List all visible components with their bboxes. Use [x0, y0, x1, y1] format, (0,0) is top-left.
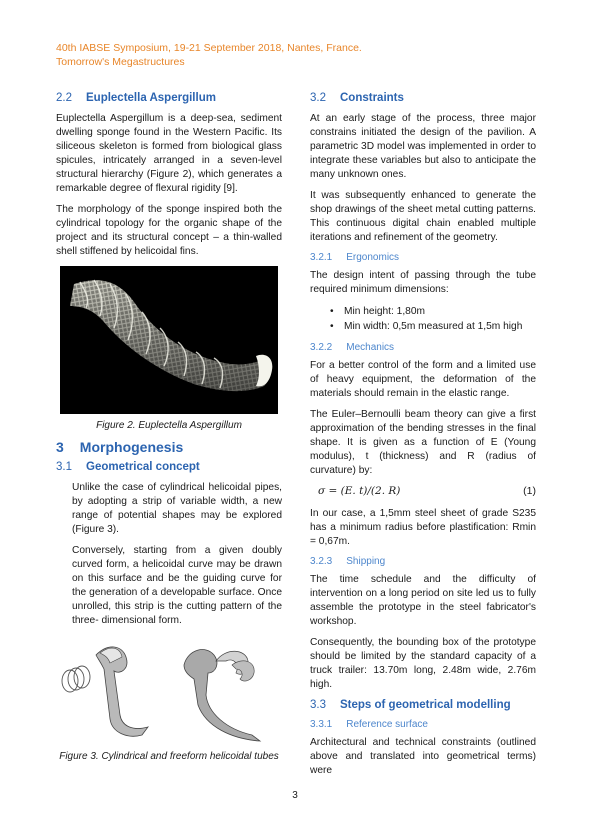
section-heading-3-2-2	[310, 342, 536, 353]
section-title: Geometrical concept	[86, 461, 200, 473]
section-title: Mechanics	[346, 342, 395, 353]
bullet-list	[310, 304, 536, 334]
paragraph: In our case, a 1,5mm steel sheet of grade S235 has a minimum radius before plastification: Rmin = 0,67m.	[310, 508, 536, 547]
section-heading-3-2-3	[310, 556, 536, 567]
figure-2-caption: Figure 2. Euplectella Aspergillum	[96, 420, 242, 431]
section-heading-3-3-1	[310, 719, 536, 730]
section-number: 3.2	[310, 92, 326, 104]
paragraph: It was subsequently enhanced to generate the shop drawings of the sheet metal cutting patterns. This continuous digital chain enabled multiple iterations and refinement of the geometry.	[310, 190, 536, 243]
section-title: Steps of geometrical modelling	[340, 699, 511, 711]
sponge-photo	[60, 266, 278, 414]
section-number: 3.3	[310, 699, 326, 711]
equation-1	[310, 485, 536, 497]
section-heading-3-3	[310, 699, 536, 711]
section-title: Shipping	[346, 556, 386, 567]
section-number: 3.1	[56, 461, 72, 473]
section-heading-3-2	[310, 92, 536, 104]
section-title: Constraints	[340, 92, 404, 104]
paragraph: Conversely, starting from a given doubly curved form, a helicoidal curve may be drawn on this surface and be the guiding curve for the generation of a developable surface. Once unrolled, this strip is the cutting pattern of the three- dimensional form.	[72, 545, 282, 626]
paragraph: Consequently, the bounding box of the prototype should be limited by the standard capacity of a truck trailer: 13.70m long, 2.48m wide, 2.76m high.	[310, 637, 536, 690]
header-line-1: 40th IABSE Symposium, 19-21 September 2018, Nantes, France.	[56, 42, 362, 54]
paragraph: For a better control of the form and a limited use of heavy equipment, the deformation of the materials should remain in the elastic range.	[310, 360, 536, 399]
section-title: Reference surface	[346, 719, 428, 730]
section-heading-3-2-1	[310, 252, 536, 263]
list-item: • Min height: 1,80m	[344, 304, 536, 319]
section-title: Euplectella Aspergillum	[86, 92, 216, 104]
paragraph: The time schedule and the difficulty of intervention on a long period on site led us to fully assemble the prototype in the steel fabricator's workshop.	[310, 574, 536, 627]
section-title: Morphogenesis	[79, 439, 184, 455]
section-heading-2-2	[56, 92, 282, 104]
header-line-2: Tomorrow's Megastructures	[56, 56, 185, 68]
paragraph: At an early stage of the process, three major constrains initiated the design of the pavilion. A parametric 3D model was implemented in order to integrate these variables but also to anticipate the many unknown ones.	[310, 113, 536, 180]
section-heading-3-1	[56, 461, 282, 473]
section-heading-3	[56, 439, 282, 455]
running-header	[56, 41, 362, 69]
figure-3-caption: Figure 3. Cylindrical and freeform helicoidal tubes	[59, 751, 279, 762]
equation-body: σ = (E. t)/(2. R)	[318, 485, 401, 497]
section-number: 3.2.3	[310, 556, 333, 567]
equation-number: (1)	[523, 485, 536, 497]
helicoidal-tubes-figure	[56, 635, 282, 747]
paragraph: Unlike the case of cylindrical helicoidal pipes, by adopting a strip of variable width, a new range of potential shapes may be explored (Figure 3).	[72, 482, 282, 535]
section-number: 3.2.1	[310, 252, 333, 263]
paragraph: The morphology of the sponge inspired both the cylindrical topology for the organic shape of the project and its structural concept – a thin-walled shell stiffened by helicoidal fins.	[56, 204, 282, 257]
left-column	[56, 92, 282, 770]
paragraph: Architectural and technical constraints (outlined above and translated into geometrical terms) were	[310, 737, 536, 776]
section-title: Ergonomics	[346, 252, 400, 263]
page-number: 3	[292, 790, 298, 801]
paragraph: The Euler–Bernoulli beam theory can give a first approximation of the bending stresses in the final shape. It is given as a function of E (Young modulus), t (thickness) and R (radius of curvature) by:	[310, 409, 536, 476]
section-number: 3.2.2	[310, 342, 333, 353]
right-column	[310, 92, 536, 785]
paragraph: The design intent of passing through the tube required minimum dimensions:	[310, 270, 536, 295]
section-number: 2.2	[56, 92, 72, 104]
section-number: 3	[56, 439, 64, 455]
section-number: 3.3.1	[310, 719, 333, 730]
list-item: • Min width: 0,5m measured at 1,5m high	[344, 319, 536, 334]
paragraph: Euplectella Aspergillum is a deep-sea, sediment dwelling sponge found in the Western Pacific. Its siliceous skeleton is formed from biological glass spicules, intricately arranged in a seven-level structural hierarchy (Figure 2), which generates a remarkable degree of flexural rigidity [9].	[56, 113, 282, 194]
